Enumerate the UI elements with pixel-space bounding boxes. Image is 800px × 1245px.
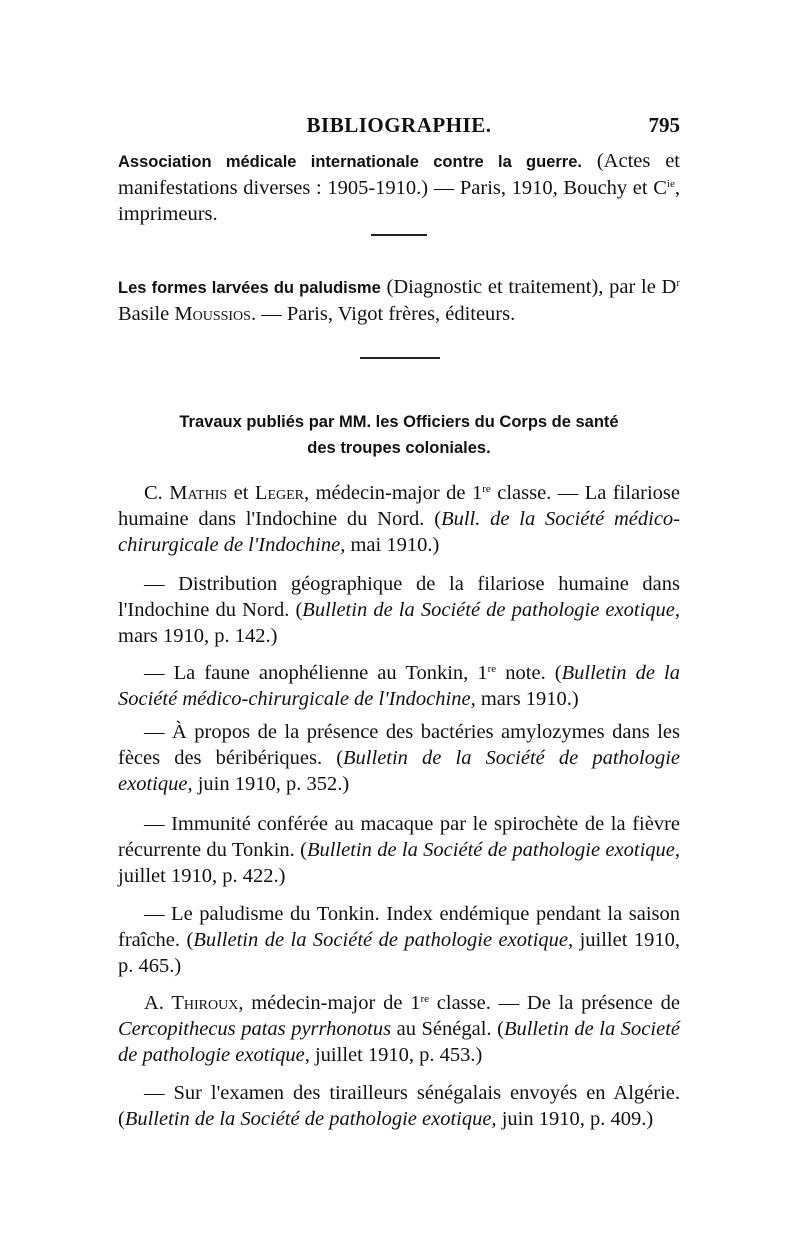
author-name: A. Thiroux — [144, 992, 239, 1014]
publication-item: — Sur l'examen des tirailleurs sénégalais envoyés en Algérie. (Bulletin de la Société de pathologie exotique, juin 1910, p. 409.) — [118, 1082, 680, 1130]
journal-title: Bulletin de la Societé de pathologie exotique, — [118, 1018, 680, 1066]
separator-rule — [360, 357, 440, 359]
journal-title: Bulletin de la Société de pathologie exotique, — [118, 747, 680, 795]
publication-item: — Le paludisme du Tonkin. Index endémique pendant la saison fraîche. (Bulletin de la Société de pathologie exotique, juillet 1910, p. 465.) — [118, 903, 681, 977]
journal-title: Bulletin de la Société de pathologie exotique, — [306, 839, 680, 861]
publication-item: — La faune anophélienne au Tonkin, 1re note. (Bulletin de la Société médico-chirurgicale de l'Indochine, mars 1910.) — [118, 662, 681, 710]
publication-item: — À propos de la présence des bactéries amylozymes dans les fèces des béribériques. (Bulletin de la Société de pathologie exotique, juin 1910, p. 352.) — [118, 721, 680, 795]
page-number: 795 — [648, 113, 680, 137]
publication-item: — Distribution géographique de la filariose humaine dans l'Indochine du Nord. (Bulletin de la Société de pathologie exotique, mars 1910, p. 142.) — [118, 573, 680, 647]
running-head-title: BIBLIOGRAPHIE. — [306, 113, 492, 137]
entry-title: Les formes larvées du paludisme — [118, 279, 381, 297]
publication-item: C. Mathis et Leger, médecin-major de 1re classe. — La filariose humaine dans l'Indochine du Nord. (Bull. de la Société médico-chirurgicale de l'Indochine, mai 1910.) — [118, 482, 681, 556]
journal-title: Bull. de la Société médico-chirurgicale de l'Indochine, — [118, 508, 681, 556]
species-name: Cercopithecus patas pyrrhonotus — [118, 1018, 392, 1040]
journal-title: Bulletin de la Société de pathologie exotique, — [124, 1108, 497, 1130]
separator-rule — [371, 234, 427, 236]
publication-item: — Immunité conférée au macaque par le spirochète de la fièvre récurrente du Tonkin. (Bulletin de la Société de pathologie exotique, juillet 1910, p. 422.) — [118, 813, 680, 887]
journal-title: Bulletin de la Société de pathologie exotique, — [302, 599, 680, 621]
journal-title: Bulletin de la Société de pathologie exotique, — [193, 929, 574, 951]
bibliography-entry-paludisme: Les formes larvées du paludisme (Diagnostic et traitement), par le $D^r$ Basile Moussios. — Paris, Vigot frères, éditeurs. — [118, 276, 680, 325]
bibliography-entry-association: Association médicale internationale contre la guerre. (Actes et manifestations diverses : 1905-1910.) — Paris, 1910, Bouchy et $C^{ie}$, imprimeurs. — [118, 150, 680, 225]
author-name: Moussios — [174, 303, 251, 325]
running-head — [118, 113, 680, 143]
journal-title: Bulletin de la Société médico-chirurgicale de l'Indochine, — [118, 662, 681, 710]
section-heading: Travaux publiés par MM. les Officiers du Corps de santé des troupes coloniales. — [179, 413, 619, 457]
publication-item: A. Thiroux, médecin-major de 1re classe. — De la présence de Cercopithecus patas pyrrhonotus au Sénégal. (Bulletin de la Societé de pathologie exotique, juillet 1910, p. 453.) — [118, 992, 680, 1066]
entry-title: Association médicale internationale contre la guerre. — [118, 153, 582, 171]
